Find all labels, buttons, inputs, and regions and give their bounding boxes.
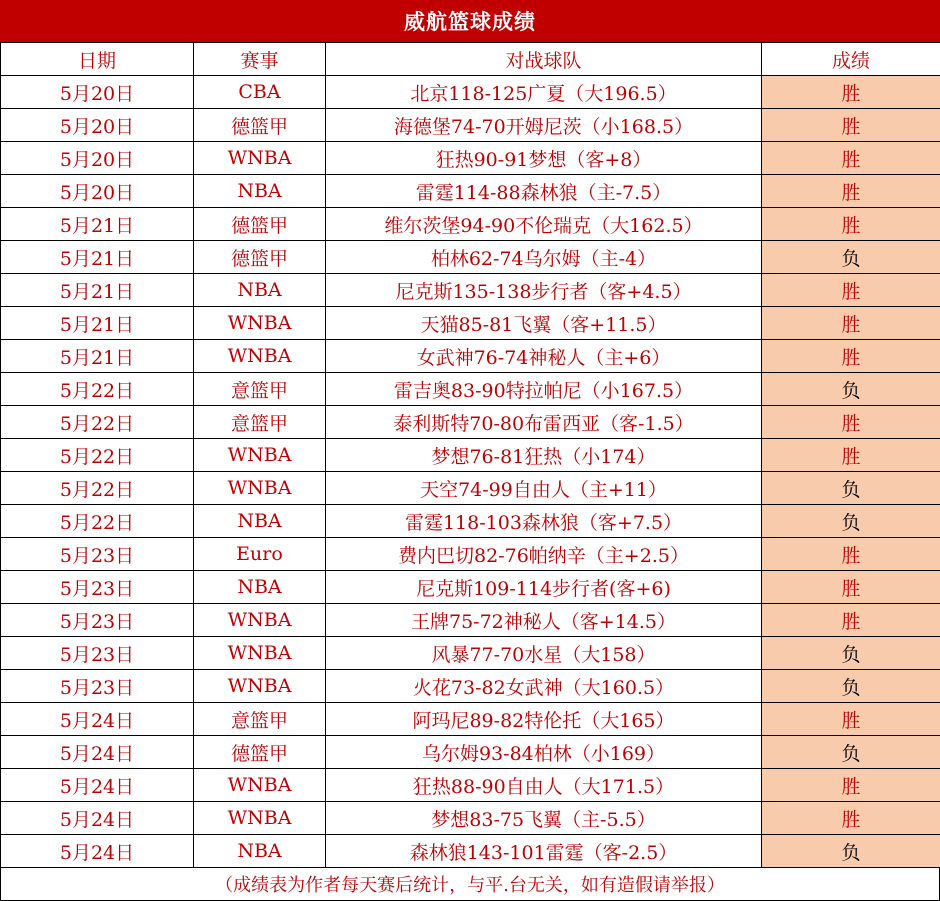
cell-result: 负: [762, 472, 940, 505]
cell-date: 5月22日: [1, 505, 194, 538]
cell-match: 尼克斯135-138步行者（客+4.5）: [326, 274, 762, 307]
cell-result: 胜: [762, 340, 940, 373]
cell-match: 尼克斯109-114步行者(客+6): [326, 571, 762, 604]
cell-league: CBA: [194, 76, 326, 109]
table-row: [1, 802, 940, 835]
table-row: [1, 76, 940, 109]
table-row: [1, 835, 940, 868]
cell-match: 风暴77-70水星（大158）: [326, 637, 762, 670]
cell-date: 5月24日: [1, 835, 194, 868]
cell-result: 胜: [762, 439, 940, 472]
cell-date: 5月23日: [1, 571, 194, 604]
cell-league: 德篮甲: [194, 736, 326, 769]
cell-date: 5月21日: [1, 307, 194, 340]
table-row: [1, 505, 940, 538]
table-row: [1, 670, 940, 703]
cell-match: 女武神76-74神秘人（主+6）: [326, 340, 762, 373]
cell-result: 负: [762, 373, 940, 406]
table-row: [1, 307, 940, 340]
cell-match: 天猫85-81飞翼（客+11.5）: [326, 307, 762, 340]
table-row: [1, 769, 940, 802]
table-row: [1, 406, 940, 439]
cell-match: 梦想83-75飞翼（主-5.5）: [326, 802, 762, 835]
results-body: [1, 76, 940, 868]
cell-result: 负: [762, 835, 940, 868]
cell-result: 胜: [762, 274, 940, 307]
table-row: [1, 274, 940, 307]
cell-date: 5月20日: [1, 175, 194, 208]
header-match: 对战球队: [326, 43, 762, 76]
cell-date: 5月24日: [1, 736, 194, 769]
cell-match: 费内巴切82-76帕纳辛（主+2.5）: [326, 538, 762, 571]
cell-date: 5月21日: [1, 241, 194, 274]
cell-league: 德篮甲: [194, 109, 326, 142]
cell-date: 5月22日: [1, 472, 194, 505]
cell-match: 狂热88-90自由人（大171.5）: [326, 769, 762, 802]
cell-result: 胜: [762, 571, 940, 604]
cell-league: NBA: [194, 571, 326, 604]
cell-league: WNBA: [194, 439, 326, 472]
cell-result: 胜: [762, 769, 940, 802]
cell-date: 5月23日: [1, 670, 194, 703]
cell-league: NBA: [194, 274, 326, 307]
cell-result: 胜: [762, 175, 940, 208]
cell-league: 德篮甲: [194, 208, 326, 241]
cell-match: 维尔茨堡94-90不伦瑞克（大162.5）: [326, 208, 762, 241]
cell-match: 雷霆114-88森林狼（主-7.5）: [326, 175, 762, 208]
table-row: [1, 604, 940, 637]
cell-result: 胜: [762, 208, 940, 241]
cell-league: WNBA: [194, 472, 326, 505]
cell-result: 负: [762, 241, 940, 274]
cell-result: 胜: [762, 142, 940, 175]
cell-result: 胜: [762, 307, 940, 340]
table-row: [1, 637, 940, 670]
header-result: 成绩: [762, 43, 940, 76]
cell-match: 北京118-125广夏（大196.5）: [326, 76, 762, 109]
header-row: [1, 43, 940, 76]
cell-date: 5月21日: [1, 274, 194, 307]
cell-league: 意篮甲: [194, 406, 326, 439]
cell-league: 德篮甲: [194, 241, 326, 274]
table-row: [1, 109, 940, 142]
cell-date: 5月20日: [1, 76, 194, 109]
cell-league: WNBA: [194, 340, 326, 373]
cell-result: 负: [762, 637, 940, 670]
cell-date: 5月20日: [1, 142, 194, 175]
cell-date: 5月24日: [1, 802, 194, 835]
cell-match: 雷霆118-103森林狼（客+7.5）: [326, 505, 762, 538]
sheet-title: 威航篮球成绩: [0, 0, 940, 42]
cell-league: WNBA: [194, 307, 326, 340]
cell-league: WNBA: [194, 670, 326, 703]
table-row: [1, 208, 940, 241]
results-table: [0, 42, 940, 868]
cell-match: 火花73-82女武神（大160.5）: [326, 670, 762, 703]
table-row: [1, 736, 940, 769]
cell-result: 负: [762, 670, 940, 703]
cell-match: 泰利斯特70-80布雷西亚（客-1.5）: [326, 406, 762, 439]
cell-date: 5月23日: [1, 538, 194, 571]
table-row: [1, 439, 940, 472]
cell-match: 梦想76-81狂热（小174）: [326, 439, 762, 472]
table-row: [1, 538, 940, 571]
header-date: 日期: [1, 43, 194, 76]
cell-match: 天空74-99自由人（主+11）: [326, 472, 762, 505]
cell-league: NBA: [194, 175, 326, 208]
table-row: [1, 241, 940, 274]
table-row: [1, 571, 940, 604]
cell-result: 负: [762, 736, 940, 769]
cell-league: WNBA: [194, 637, 326, 670]
table-row: [1, 340, 940, 373]
cell-match: 柏林62-74乌尔姆（主-4）: [326, 241, 762, 274]
cell-date: 5月23日: [1, 637, 194, 670]
cell-date: 5月21日: [1, 340, 194, 373]
cell-league: NBA: [194, 835, 326, 868]
cell-match: 乌尔姆93-84柏林（小169）: [326, 736, 762, 769]
cell-match: 阿玛尼89-82特伦托（大165）: [326, 703, 762, 736]
cell-result: 胜: [762, 802, 940, 835]
cell-league: WNBA: [194, 142, 326, 175]
cell-date: 5月22日: [1, 439, 194, 472]
cell-match: 雷吉奥83-90特拉帕尼（小167.5）: [326, 373, 762, 406]
table-row: [1, 373, 940, 406]
cell-league: WNBA: [194, 604, 326, 637]
cell-date: 5月24日: [1, 703, 194, 736]
cell-result: 胜: [762, 538, 940, 571]
cell-league: WNBA: [194, 769, 326, 802]
table-row: [1, 703, 940, 736]
cell-match: 海德堡74-70开姆尼茨（小168.5）: [326, 109, 762, 142]
cell-date: 5月21日: [1, 208, 194, 241]
cell-result: 负: [762, 505, 940, 538]
table-row: [1, 142, 940, 175]
footer-note: （成绩表为作者每天赛后统计，与平.台无关，如有造假请举报）: [0, 868, 940, 901]
cell-date: 5月23日: [1, 604, 194, 637]
cell-date: 5月24日: [1, 769, 194, 802]
cell-league: 意篮甲: [194, 373, 326, 406]
cell-league: Euro: [194, 538, 326, 571]
cell-date: 5月22日: [1, 373, 194, 406]
cell-result: 胜: [762, 109, 940, 142]
cell-date: 5月20日: [1, 109, 194, 142]
table-row: [1, 175, 940, 208]
header-league: 赛事: [194, 43, 326, 76]
cell-league: NBA: [194, 505, 326, 538]
cell-match: 王牌75-72神秘人（客+14.5）: [326, 604, 762, 637]
cell-match: 狂热90-91梦想（客+8）: [326, 142, 762, 175]
cell-result: 胜: [762, 406, 940, 439]
cell-result: 胜: [762, 76, 940, 109]
cell-date: 5月22日: [1, 406, 194, 439]
cell-match: 森林狼143-101雷霆（客-2.5）: [326, 835, 762, 868]
table-row: [1, 472, 940, 505]
cell-result: 胜: [762, 604, 940, 637]
cell-result: 胜: [762, 703, 940, 736]
cell-league: 意篮甲: [194, 703, 326, 736]
cell-league: WNBA: [194, 802, 326, 835]
